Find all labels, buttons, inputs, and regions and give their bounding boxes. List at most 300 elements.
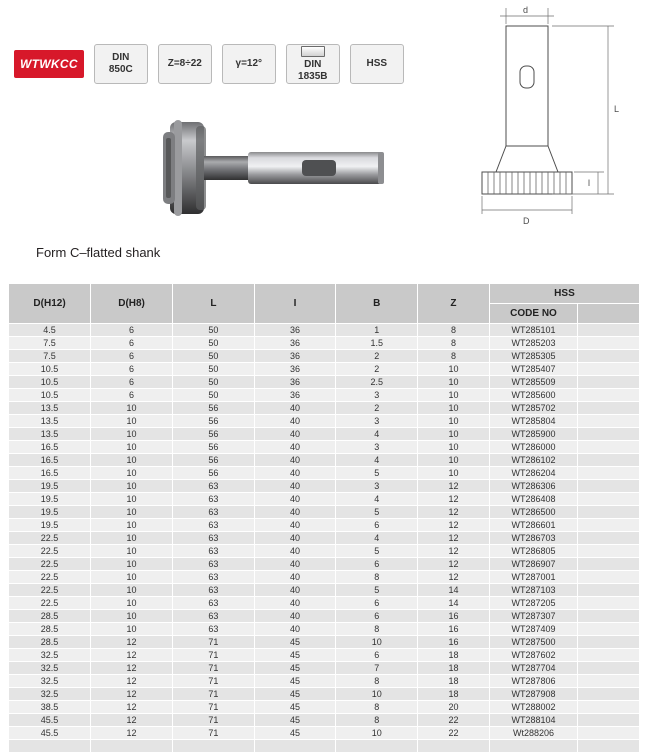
table-row xyxy=(9,623,640,636)
dim-label-L: L xyxy=(614,104,620,114)
table-row xyxy=(9,727,640,740)
cell-code-no: WT285407 xyxy=(489,363,577,376)
cell-B: 3 xyxy=(336,415,418,428)
cell-d-h8: 10 xyxy=(91,428,173,441)
cell-l: 40 xyxy=(254,493,336,506)
cell-Z: 12 xyxy=(418,493,490,506)
cell-B: 5 xyxy=(336,545,418,558)
cell-d-h8: 6 xyxy=(91,363,173,376)
cutter-head xyxy=(163,120,206,216)
cell-code-no: WT286000 xyxy=(489,441,577,454)
header-code-no: CODE NO xyxy=(489,304,577,324)
cell-B: 10 xyxy=(336,727,418,740)
cell-L: 63 xyxy=(173,610,255,623)
cell-code-no: WT286703 xyxy=(489,532,577,545)
cell-d-h12: 19.5 xyxy=(9,493,91,506)
cell-code-no: WT288002 xyxy=(489,701,577,714)
cell-code-pad xyxy=(578,545,640,558)
cell-d-h12: 19.5 xyxy=(9,506,91,519)
cell-code-no xyxy=(489,740,577,753)
cell-code-no: WT285203 xyxy=(489,337,577,350)
cell-l: 40 xyxy=(254,623,336,636)
cell-d-h8: 6 xyxy=(91,337,173,350)
cell-B: 8 xyxy=(336,714,418,727)
cell-code-no: WT286408 xyxy=(489,493,577,506)
teeth-badge-label: Z=8÷22 xyxy=(167,58,202,69)
cell-code-no: WT287602 xyxy=(489,649,577,662)
cell-B: 10 xyxy=(336,636,418,649)
cell-L: 63 xyxy=(173,545,255,558)
cell-L: 63 xyxy=(173,506,255,519)
table-row xyxy=(9,571,640,584)
cell-d-h8: 12 xyxy=(91,675,173,688)
cell-l: 36 xyxy=(254,389,336,402)
cell-code-pad xyxy=(578,402,640,415)
cell-l: 40 xyxy=(254,480,336,493)
cell-B: 3 xyxy=(336,441,418,454)
cell-d-h8: 10 xyxy=(91,415,173,428)
cell-B: 6 xyxy=(336,610,418,623)
cell-l: 40 xyxy=(254,571,336,584)
table-row xyxy=(9,389,640,402)
cell-code-pad xyxy=(578,701,640,714)
table-row xyxy=(9,324,640,337)
cell-d-h12: 10.5 xyxy=(9,363,91,376)
cell-d-h8: 10 xyxy=(91,480,173,493)
cell-code-pad xyxy=(578,350,640,363)
cell-d-h12: 22.5 xyxy=(9,545,91,558)
cell-B: 2 xyxy=(336,363,418,376)
cell-L: 63 xyxy=(173,597,255,610)
cell-L: 56 xyxy=(173,441,255,454)
table-row xyxy=(9,493,640,506)
cell-code-no: WT287908 xyxy=(489,688,577,701)
cell-l: 40 xyxy=(254,584,336,597)
material-label: HSS xyxy=(366,58,388,69)
cell-code-pad xyxy=(578,649,640,662)
cell-L: 50 xyxy=(173,363,255,376)
cell-d-h12: 32.5 xyxy=(9,649,91,662)
cell-L: 71 xyxy=(173,636,255,649)
cell-Z: 10 xyxy=(418,428,490,441)
cell-L: 71 xyxy=(173,701,255,714)
table-row xyxy=(9,714,640,727)
din-850c-line1: DIN xyxy=(112,52,130,63)
cell-code-pad xyxy=(578,337,640,350)
table-row xyxy=(9,480,640,493)
cell-Z: 22 xyxy=(418,714,490,727)
cell-B: 6 xyxy=(336,649,418,662)
cell-l xyxy=(254,740,336,753)
cell-d-h12: 10.5 xyxy=(9,376,91,389)
cell-code-pad xyxy=(578,376,640,389)
cell-code-no: WT287103 xyxy=(489,584,577,597)
cell-L: 50 xyxy=(173,324,255,337)
cell-B: 4 xyxy=(336,493,418,506)
cell-l: 45 xyxy=(254,636,336,649)
cell-code-no: WT285804 xyxy=(489,415,577,428)
cell-B: 1 xyxy=(336,324,418,337)
cell-code-pad xyxy=(578,597,640,610)
table-row xyxy=(9,532,640,545)
table-row xyxy=(9,662,640,675)
cell-code-pad xyxy=(578,519,640,532)
cell-code-no: WT286204 xyxy=(489,467,577,480)
cell-L: 63 xyxy=(173,519,255,532)
cell-d-h12: 38.5 xyxy=(9,701,91,714)
header-L: L xyxy=(173,284,255,324)
drawing-shank xyxy=(506,26,548,146)
cell-code-no: WT285702 xyxy=(489,402,577,415)
cell-L: 63 xyxy=(173,571,255,584)
cell-code-pad xyxy=(578,493,640,506)
cell-B: 8 xyxy=(336,701,418,714)
cell-d-h8: 12 xyxy=(91,636,173,649)
cell-d-h12: 32.5 xyxy=(9,688,91,701)
cell-B: 5 xyxy=(336,506,418,519)
cutter-neck xyxy=(204,156,250,180)
cell-l: 40 xyxy=(254,506,336,519)
cell-Z: 12 xyxy=(418,571,490,584)
table-row xyxy=(9,558,640,571)
cell-d-h12: 19.5 xyxy=(9,480,91,493)
spec-table-wrap xyxy=(8,283,640,753)
cell-code-pad xyxy=(578,636,640,649)
cell-code-no: WT287001 xyxy=(489,571,577,584)
cell-code-no: WT286500 xyxy=(489,506,577,519)
material-badge xyxy=(350,44,404,84)
cell-B: 7 xyxy=(336,662,418,675)
cell-code-pad xyxy=(578,389,640,402)
cell-L: 63 xyxy=(173,532,255,545)
cell-d-h12: 19.5 xyxy=(9,519,91,532)
cell-d-h8: 10 xyxy=(91,493,173,506)
cell-d-h8: 10 xyxy=(91,454,173,467)
table-row xyxy=(9,428,640,441)
cell-d-h8: 10 xyxy=(91,597,173,610)
dim-label-d-top: d xyxy=(523,5,529,15)
cell-Z: 10 xyxy=(418,454,490,467)
cell-Z: 8 xyxy=(418,337,490,350)
cell-B: 4 xyxy=(336,532,418,545)
brand-logo: WTWKCC xyxy=(14,50,84,78)
helix-angle-badge xyxy=(222,44,276,84)
product-photo xyxy=(150,118,400,228)
table-row xyxy=(9,675,640,688)
shank-end xyxy=(378,152,384,184)
technical-drawing xyxy=(448,4,644,234)
cell-code-pad xyxy=(578,571,640,584)
cell-l: 36 xyxy=(254,376,336,389)
cell-d-h12: 22.5 xyxy=(9,584,91,597)
cell-L: 71 xyxy=(173,688,255,701)
shank-icon xyxy=(301,46,325,57)
cell-L: 56 xyxy=(173,415,255,428)
cell-d-h8: 10 xyxy=(91,545,173,558)
table-row xyxy=(9,376,640,389)
cell-Z: 8 xyxy=(418,324,490,337)
cell-code-pad xyxy=(578,558,640,571)
cell-code-pad xyxy=(578,506,640,519)
cell-d-h8: 12 xyxy=(91,714,173,727)
cell-l: 36 xyxy=(254,337,336,350)
cell-code-pad xyxy=(578,584,640,597)
cell-code-no: WT286102 xyxy=(489,454,577,467)
cell-Z: 18 xyxy=(418,675,490,688)
cell-Z: 10 xyxy=(418,363,490,376)
cell-code-no: WT286907 xyxy=(489,558,577,571)
header-hss: HSS xyxy=(489,284,639,304)
table-row xyxy=(9,363,640,376)
spec-table xyxy=(8,283,640,753)
cell-code-pad xyxy=(578,532,640,545)
table-row xyxy=(9,649,640,662)
cell-l: 40 xyxy=(254,454,336,467)
header-d-h8: D(H8) xyxy=(91,284,173,324)
cell-code-no: WT285600 xyxy=(489,389,577,402)
cell-d-h8: 12 xyxy=(91,662,173,675)
cell-L: 63 xyxy=(173,584,255,597)
cell-d-h8: 12 xyxy=(91,649,173,662)
cell-l: 40 xyxy=(254,467,336,480)
cell-Z xyxy=(418,740,490,753)
cell-d-h8: 6 xyxy=(91,376,173,389)
cell-code-pad xyxy=(578,740,640,753)
cell-B: 2 xyxy=(336,402,418,415)
cell-d-h12: 22.5 xyxy=(9,597,91,610)
cell-code-pad xyxy=(578,623,640,636)
cell-d-h12: 7.5 xyxy=(9,350,91,363)
cell-d-h12: 4.5 xyxy=(9,324,91,337)
cell-L: 50 xyxy=(173,376,255,389)
cell-d-h8: 10 xyxy=(91,441,173,454)
cell-l: 45 xyxy=(254,675,336,688)
cell-l: 36 xyxy=(254,324,336,337)
table-row xyxy=(9,506,640,519)
cell-B: 5 xyxy=(336,467,418,480)
din-850c-badge xyxy=(94,44,148,84)
cell-code-pad xyxy=(578,454,640,467)
cell-L: 63 xyxy=(173,480,255,493)
cell-d-h12: 13.5 xyxy=(9,415,91,428)
cell-code-no: WT285305 xyxy=(489,350,577,363)
cell-d-h12: 28.5 xyxy=(9,610,91,623)
cell-d-h8: 10 xyxy=(91,467,173,480)
cell-l: 40 xyxy=(254,428,336,441)
header-B: B xyxy=(336,284,418,324)
cell-Z: 16 xyxy=(418,623,490,636)
header-code-pad xyxy=(578,304,640,324)
cell-B: 6 xyxy=(336,597,418,610)
cell-d-h8: 10 xyxy=(91,519,173,532)
cell-L: 56 xyxy=(173,454,255,467)
cell-code-no: WT285509 xyxy=(489,376,577,389)
cell-code-pad xyxy=(578,662,640,675)
table-row xyxy=(9,467,640,480)
cell-B: 8 xyxy=(336,675,418,688)
cell-d-h8: 10 xyxy=(91,402,173,415)
table-row xyxy=(9,350,640,363)
drawing-taper xyxy=(496,146,558,172)
cell-l: 40 xyxy=(254,532,336,545)
cell-code-no: WT287205 xyxy=(489,597,577,610)
cell-d-h12: 16.5 xyxy=(9,454,91,467)
cell-Z: 10 xyxy=(418,389,490,402)
cell-Z: 10 xyxy=(418,376,490,389)
cell-Z: 18 xyxy=(418,662,490,675)
drawing-flat xyxy=(520,66,534,88)
cell-d-h8: 10 xyxy=(91,623,173,636)
cell-code-no: WT286805 xyxy=(489,545,577,558)
cell-L: 63 xyxy=(173,493,255,506)
cell-code-pad xyxy=(578,610,640,623)
cell-d-h8 xyxy=(91,740,173,753)
cell-code-pad xyxy=(578,428,640,441)
table-row xyxy=(9,337,640,350)
cell-d-h12: 22.5 xyxy=(9,532,91,545)
cell-L: 71 xyxy=(173,675,255,688)
cell-d-h12: 45.5 xyxy=(9,727,91,740)
din-850c-line2: 850C xyxy=(108,64,133,75)
cell-d-h12: 28.5 xyxy=(9,636,91,649)
cell-l: 40 xyxy=(254,415,336,428)
cell-code-no: WT285101 xyxy=(489,324,577,337)
cell-d-h12: 22.5 xyxy=(9,571,91,584)
table-row xyxy=(9,415,640,428)
cell-d-h8: 12 xyxy=(91,727,173,740)
cell-Z: 10 xyxy=(418,441,490,454)
cell-Z: 10 xyxy=(418,467,490,480)
table-row xyxy=(9,441,640,454)
cell-L xyxy=(173,740,255,753)
cell-l: 40 xyxy=(254,558,336,571)
table-row xyxy=(9,454,640,467)
table-header-row-1 xyxy=(9,284,640,304)
cell-Z: 10 xyxy=(418,402,490,415)
cell-L: 56 xyxy=(173,428,255,441)
cell-B: 3 xyxy=(336,480,418,493)
cell-Z: 20 xyxy=(418,701,490,714)
cell-l: 36 xyxy=(254,350,336,363)
cell-Z: 16 xyxy=(418,610,490,623)
cell-d-h12: 13.5 xyxy=(9,428,91,441)
table-row xyxy=(9,688,640,701)
cell-d-h8: 10 xyxy=(91,610,173,623)
cell-L: 63 xyxy=(173,623,255,636)
table-row xyxy=(9,740,640,753)
cell-d-h12: 10.5 xyxy=(9,389,91,402)
cell-L: 56 xyxy=(173,402,255,415)
cell-l: 45 xyxy=(254,714,336,727)
cell-d-h12: 45.5 xyxy=(9,714,91,727)
cell-Z: 8 xyxy=(418,350,490,363)
cell-Z: 12 xyxy=(418,532,490,545)
header-l: I xyxy=(254,284,336,324)
table-row xyxy=(9,584,640,597)
helix-angle-label: γ=12° xyxy=(235,58,263,69)
cell-L: 71 xyxy=(173,714,255,727)
cell-d-h12: 32.5 xyxy=(9,662,91,675)
dim-label-l: l xyxy=(588,178,590,188)
cell-d-h8: 10 xyxy=(91,571,173,584)
cell-code-no: WT287307 xyxy=(489,610,577,623)
cell-d-h8: 10 xyxy=(91,506,173,519)
cell-B: 8 xyxy=(336,571,418,584)
spec-table-head xyxy=(9,284,640,324)
cell-B: 6 xyxy=(336,558,418,571)
drawing-head xyxy=(482,172,572,194)
cell-d-h12: 22.5 xyxy=(9,558,91,571)
cell-L: 56 xyxy=(173,467,255,480)
cell-code-pad xyxy=(578,415,640,428)
cell-code-pad xyxy=(578,675,640,688)
cell-code-no: WT286306 xyxy=(489,480,577,493)
cell-L: 50 xyxy=(173,350,255,363)
dim-label-D: D xyxy=(523,216,530,226)
cell-B: 10 xyxy=(336,688,418,701)
cell-code-pad xyxy=(578,324,640,337)
cell-code-no: WT287806 xyxy=(489,675,577,688)
cell-B: 2 xyxy=(336,350,418,363)
cell-l: 45 xyxy=(254,662,336,675)
cell-l: 40 xyxy=(254,519,336,532)
cell-Z: 12 xyxy=(418,480,490,493)
cell-code-no: WT287500 xyxy=(489,636,577,649)
cell-Z: 22 xyxy=(418,727,490,740)
cell-Z: 18 xyxy=(418,688,490,701)
cell-d-h8: 12 xyxy=(91,701,173,714)
table-row xyxy=(9,402,640,415)
cell-L: 71 xyxy=(173,727,255,740)
cell-code-pad xyxy=(578,480,640,493)
cell-d-h8: 6 xyxy=(91,350,173,363)
cell-l: 45 xyxy=(254,688,336,701)
cell-L: 50 xyxy=(173,337,255,350)
cell-code-pad xyxy=(578,441,640,454)
header-Z: Z xyxy=(418,284,490,324)
page-title: Form C–flatted shank xyxy=(36,245,161,260)
cell-code-no: WT285900 xyxy=(489,428,577,441)
cell-code-pad xyxy=(578,363,640,376)
cell-B: 1.5 xyxy=(336,337,418,350)
cell-B: 8 xyxy=(336,623,418,636)
cell-code-pad xyxy=(578,714,640,727)
shank-flat xyxy=(302,160,336,176)
cell-l: 40 xyxy=(254,610,336,623)
cell-B: 3 xyxy=(336,389,418,402)
table-row xyxy=(9,636,640,649)
cell-code-pad xyxy=(578,727,640,740)
cell-Z: 18 xyxy=(418,649,490,662)
cell-Z: 10 xyxy=(418,415,490,428)
cell-Z: 16 xyxy=(418,636,490,649)
cell-d-h12: 13.5 xyxy=(9,402,91,415)
cell-d-h8: 12 xyxy=(91,688,173,701)
table-row xyxy=(9,701,640,714)
cell-l: 40 xyxy=(254,402,336,415)
cell-d-h8: 10 xyxy=(91,584,173,597)
cell-d-h12: 32.5 xyxy=(9,675,91,688)
cell-l: 45 xyxy=(254,649,336,662)
cell-Z: 12 xyxy=(418,558,490,571)
cell-d-h12: 28.5 xyxy=(9,623,91,636)
cell-L: 50 xyxy=(173,389,255,402)
cell-code-no: WT287409 xyxy=(489,623,577,636)
cell-code-no: WT286601 xyxy=(489,519,577,532)
cell-B: 6 xyxy=(336,519,418,532)
teeth-badge xyxy=(158,44,212,84)
cell-B xyxy=(336,740,418,753)
